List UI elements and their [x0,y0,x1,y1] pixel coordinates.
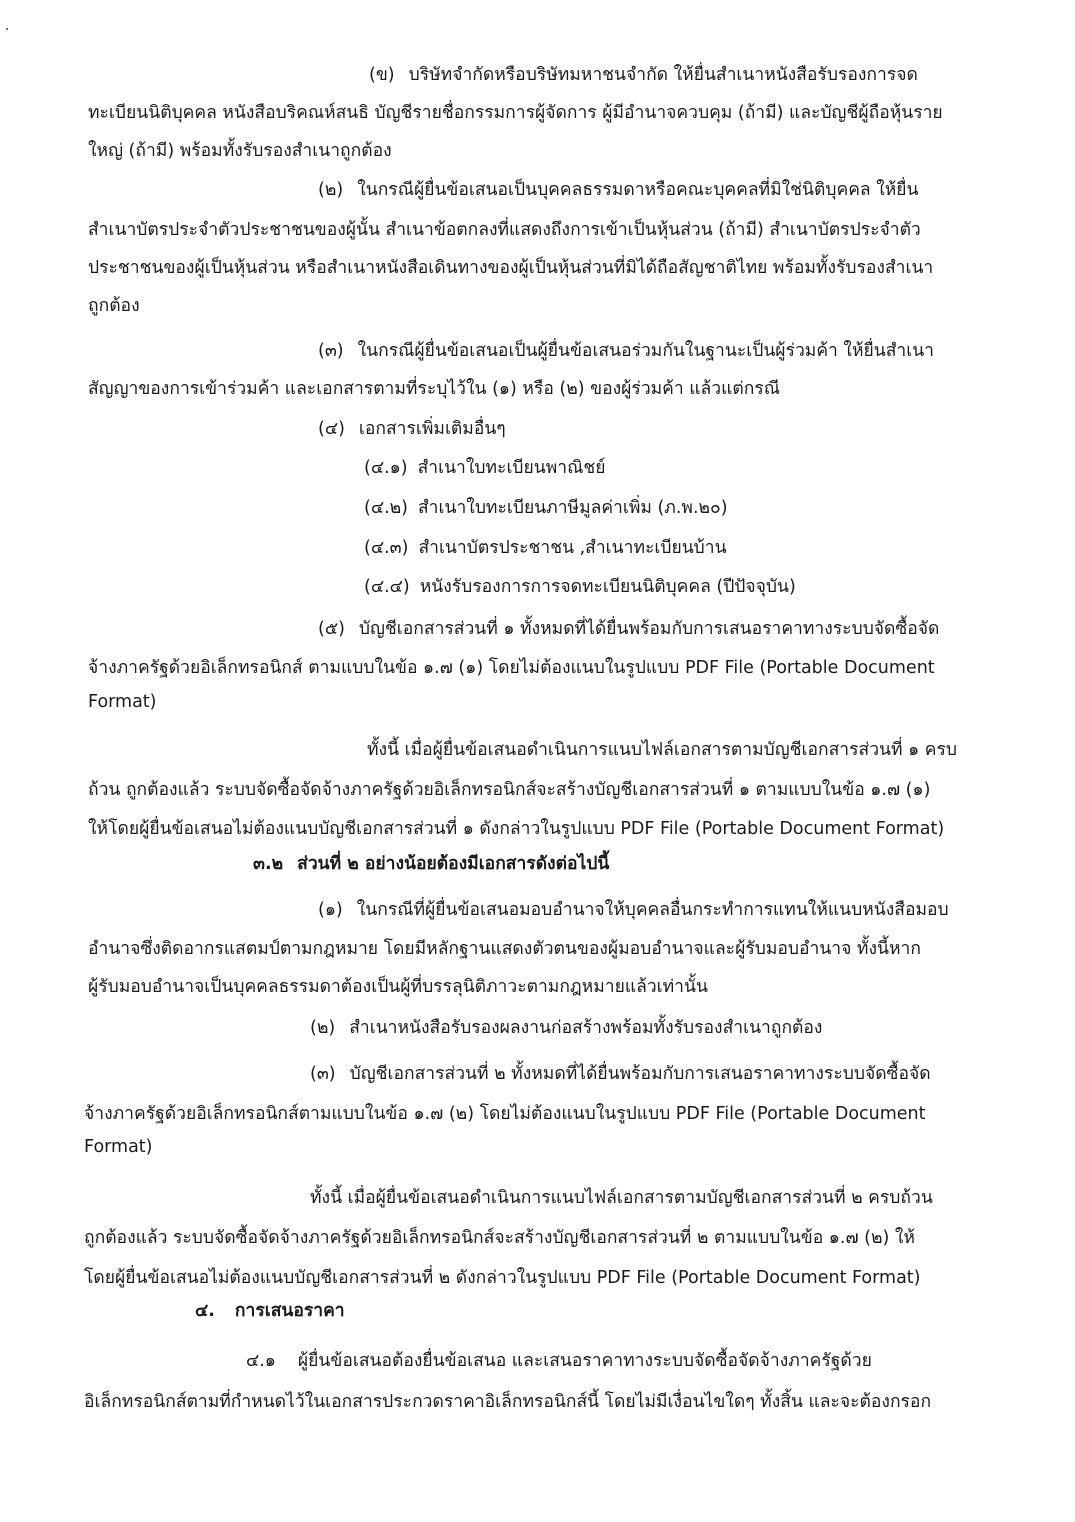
paragraph-line: ทั้งนี้ เมื่อผู้ยื่นข้อเสนอดำเนินการแนบไฟล์เอกสารตามบัญชีเอกสารส่วนที่ ๑ ครบ [367,740,957,760]
section-number: ๓.๒ [253,854,284,874]
item-text: สำเนาหนังสือรับรองผลงานก่อสร้างพร้อมทั้งรับรองสำเนาถูกต้อง [349,1018,823,1038]
item-text: ในกรณีที่ผู้ยื่นข้อเสนอมอบอำนาจให้บุคคลอื่นกระทำการแทนให้แนบหนังสือมอบ [356,900,949,920]
paragraph-line: โดยผู้ยื่นข้อเสนอไม่ต้องแนบบัญชีเอกสารส่วนที่ ๒ ดังกล่าวในรูปแบบ PDF File (Portable Document Format) [84,1268,921,1288]
paragraph-line: อำนาจซึ่งติดอากรแสตมป์ตามกฎหมาย โดยมีหลักฐานแสดงตัวตนของผู้มอบอำนาจและผู้รับมอบอำนาจ ทั้งนี้หาก [88,939,921,959]
section-3-2-heading [253,852,609,876]
item-4-4 [364,575,796,599]
paragraph-line: ถูกต้องแล้ว ระบบจัดซื้อจัดจ้างภาครัฐด้วยอิเล็กทรอนิกส์จะสร้างบัญชีเอกสารส่วนที่ ๒ ตามแบบในข้อ ๑.๗ (๒) ให้ [84,1228,915,1248]
paragraph-line: ทะเบียนนิติบุคคล หนังสือบริคณห์สนธิ บัญชีรายชื่อกรรมการผู้จัดการ ผู้มีอำนาจควบคุม (ถ้ามี) และบัญชีผู้ถือหุ้นราย [88,103,943,123]
section-title: การเสนอราคา [234,1301,345,1321]
paragraph-line: ประชาชนของผู้เป็นหุ้นส่วน หรือสำเนาหนังสือเดินทางของผู้เป็นหุ้นส่วนที่มิได้ถือสัญชาติไทย พร้อมทั้งรับรองสำเนา [88,258,934,278]
paragraph-line: ถ้วน ถูกต้องแล้ว ระบบจัดซื้อจัดจ้างภาครัฐด้วยอิเล็กทรอนิกส์จะสร้างบัญชีเอกสารส่วนที่ ๑ ตามแบบในข้อ ๑.๗ (๑) [88,780,931,800]
item-number: (๕) [318,619,345,639]
paragraph-line: ผู้รับมอบอำนาจเป็นบุคคลธรรมดาต้องเป็นผู้ที่บรรลุนิติภาวะตามกฎหมายแล้วเท่านั้น [88,977,708,997]
item-5 [318,617,939,641]
item-kho [369,63,918,87]
item-text: เอกสารเพิ่มเติมอื่นๆ [358,419,506,439]
scan-speck [6,28,8,30]
paragraph-line: อิเล็กทรอนิกส์ตามที่กำหนดไว้ในเอกสารประกวดราคาอิเล็กทรอนิกส์นี้ โดยไม่มีเงื่อนไขใดๆ ทั้งสิ้น และจะต้องกรอก [84,1392,932,1412]
item-3 [318,339,934,363]
item-text: ในกรณีผู้ยื่นข้อเสนอเป็นผู้ยื่นข้อเสนอร่วมกันในฐานะเป็นผู้ร่วมค้า ให้ยื่นสำเนา [357,341,934,361]
item-text: สำเนาใบทะเบียนภาษีมูลค่าเพิ่ม (ภ.พ.๒๐) [418,498,728,518]
item-number: (๑) [318,900,343,920]
item-4-1 [364,456,605,480]
item-text: ผู้ยื่นข้อเสนอต้องยื่นข้อเสนอ และเสนอราคาทางระบบจัดซื้อจัดจ้างภาครัฐด้วย [297,1351,872,1371]
item-3 [310,1062,931,1086]
item-text: บัญชีเอกสารส่วนที่ ๒ ทั้งหมดที่ได้ยื่นพร้อมกับการเสนอราคาทางระบบจัดซื้อจัด [349,1064,931,1084]
item-text: บริษัทจำกัดหรือบริษัทมหาชนจำกัด ให้ยื่นสำเนาหนังสือรับรองการจด [408,65,918,85]
item-2 [318,178,919,202]
item-text: บัญชีเอกสารส่วนที่ ๑ ทั้งหมดที่ได้ยื่นพร้อมกับการเสนอราคาทางระบบจัดซื้อจัด [358,619,940,639]
item-text: ในกรณีผู้ยื่นข้อเสนอเป็นบุคคลธรรมดาหรือคณะบุคคลที่มิใช่นิติบุคคล ให้ยื่น [357,180,919,200]
paragraph-line: จ้างภาครัฐด้วยอิเล็กทรอนิกส์ตามแบบในข้อ ๑.๗ (๒) โดยไม่ต้องแนบในรูปแบบ PDF File (Portable Document [84,1104,926,1124]
item-number: (๔) [318,419,345,439]
item-4-1-offer [246,1349,872,1373]
item-number: (๒) [318,180,344,200]
item-4-2 [364,496,728,520]
item-number: (๔.๑) [364,458,408,478]
paragraph-line: ทั้งนี้ เมื่อผู้ยื่นข้อเสนอดำเนินการแนบไฟล์เอกสารตามบัญชีเอกสารส่วนที่ ๒ ครบถ้วน [310,1188,933,1208]
item-text: สำเนาบัตรประชาชน ,สำเนาทะเบียนบ้าน [418,538,727,558]
paragraph-line: ถูกต้อง [88,296,140,316]
item-2 [310,1016,822,1040]
item-4 [318,417,506,441]
item-1 [318,898,949,922]
section-number: ๔. [195,1301,215,1321]
item-number: (๔.๒) [364,498,408,518]
item-number: (๒) [310,1018,336,1038]
section-4-heading [195,1299,345,1323]
item-number: (๔.๔) [364,577,410,597]
item-number: (ข) [369,65,395,85]
item-text: สำเนาใบทะเบียนพาณิชย์ [417,458,606,478]
paragraph-line: Format) [88,692,157,712]
item-text: หนังรับรองการการจดทะเบียนนิติบุคคล (ปีปัจจุบัน) [419,577,796,597]
paragraph-line: สัญญาของการเข้าร่วมค้า และเอกสารตามที่ระบุไว้ใน (๑) หรือ (๒) ของผู้ร่วมค้า แล้วแต่กรณี [88,379,780,399]
item-4-3 [364,536,727,560]
item-number: (๔.๓) [364,538,409,558]
paragraph-line: จ้างภาครัฐด้วยอิเล็กทรอนิกส์ ตามแบบในข้อ ๑.๗ (๑) โดยไม่ต้องแนบในรูปแบบ PDF File (Portable Document [88,658,935,678]
paragraph-line: ใหญ่ (ถ้ามี) พร้อมทั้งรับรองสำเนาถูกต้อง [88,141,392,161]
item-number: (๓) [310,1064,336,1084]
item-number: ๔.๑ [246,1351,276,1371]
paragraph-line: Format) [84,1137,153,1157]
item-number: (๓) [318,341,344,361]
paragraph-line: ให้โดยผู้ยื่นข้อเสนอไม่ต้องแนบบัญชีเอกสารส่วนที่ ๑ ดังกล่าวในรูปแบบ PDF File (Portable Document Format) [88,819,945,839]
paragraph-line: สำเนาบัตรประจำตัวประชาชนของผู้นั้น สำเนาข้อตกลงที่แสดงถึงการเข้าเป็นหุ้นส่วน (ถ้ามี) สำเนาบัตรประจำตัว [88,220,921,240]
section-title: ส่วนที่ ๒ อย่างน้อยต้องมีเอกสารดังต่อไปนี้ [297,854,610,874]
